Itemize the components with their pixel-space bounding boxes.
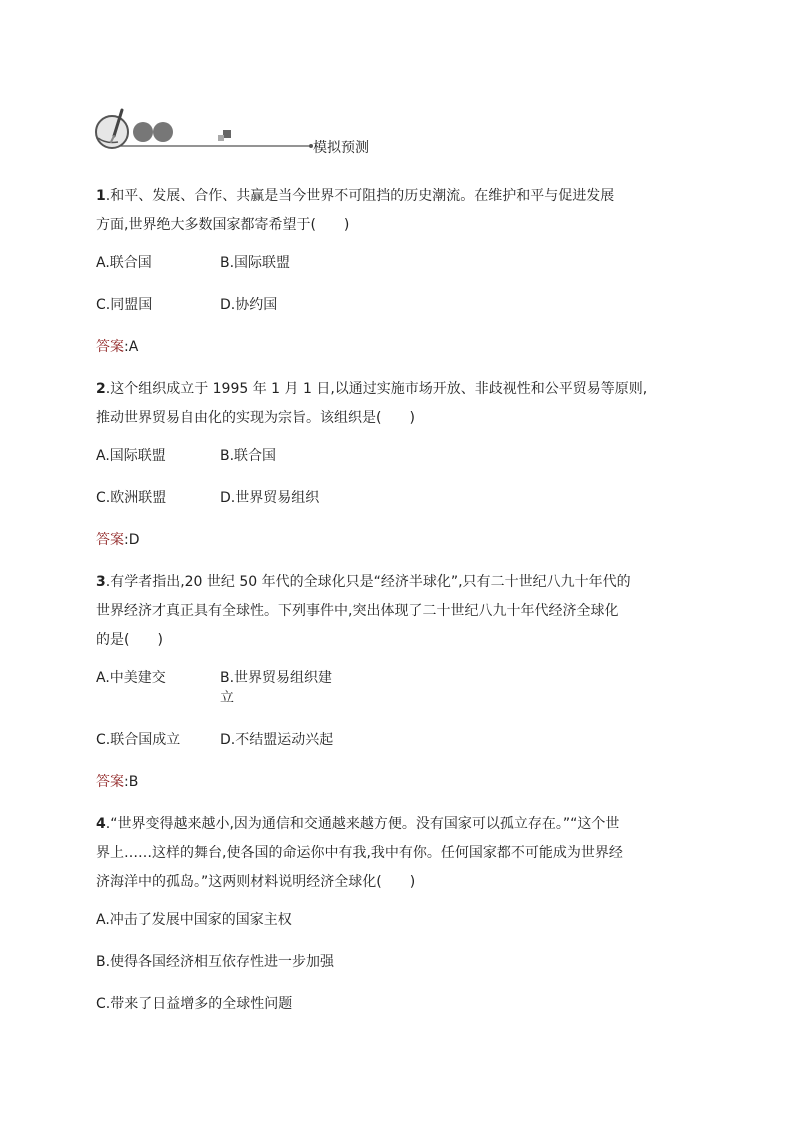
- option-a: A.中美建交: [96, 670, 166, 686]
- question-line: 界上……这样的舞台,使各国的命运你中有我,我中有你。任何国家都不可能成为世界经: [96, 845, 623, 861]
- question-number: 1: [96, 188, 106, 204]
- answer-value: :D: [124, 532, 140, 548]
- small-square-icon: [223, 130, 231, 138]
- option-row: [96, 488, 706, 508]
- question-number: 2: [96, 381, 106, 397]
- answer-label: 答案: [96, 532, 124, 548]
- option-b: B.使得各国经济相互依存性进一步加强: [96, 954, 335, 970]
- answer-value: :B: [124, 774, 139, 790]
- header-dot-icon: [133, 122, 153, 142]
- question-stem: 2.这个组织成立于 1995 年 1 月 1 日,以通过实施市场开放、非歧视性和公平贸易等原则, 推动世界贸易自由化的实现为宗旨。该组织是( ): [96, 381, 648, 426]
- option-b: B.世界贸易组织建立: [220, 670, 333, 706]
- option-b: B.联合国: [220, 448, 277, 464]
- answer: [96, 530, 706, 550]
- answer: [96, 772, 706, 792]
- option-b: B.国际联盟: [220, 255, 291, 271]
- question-line: 推动世界贸易自由化的实现为宗旨。该组织是( ): [96, 410, 415, 426]
- option-row: [96, 295, 706, 315]
- question-stem: 1.和平、发展、合作、共赢是当今世界不可阻挡的历史潮流。在维护和平与促进发展 方面,世界绝大多数国家都寄希望于( ): [96, 188, 615, 233]
- option-row: [96, 668, 706, 708]
- option-c: C.欧洲联盟: [96, 490, 167, 506]
- question-stem: 4.“世界变得越来越小,因为通信和交通越来越方便。没有国家可以孤立存在。”“这个世 界上……这样的舞台,使各国的命运你中有我,我中有你。任何国家都不可能成为世界经 济海洋中的孤岛。”这两则材料说明经济全球化( ): [96, 816, 623, 890]
- question-2: [96, 375, 706, 550]
- question-line: 和平、发展、合作、共赢是当今世界不可阻挡的历史潮流。在维护和平与促进发展: [110, 188, 615, 204]
- section-title: 模拟预测: [313, 140, 369, 156]
- question-stem: 3.有学者指出,20 世纪 50 年代的全球化只是“经济半球化”,只有二十世纪八九十年代的 世界经济才真正具有全球性。下列事件中,突出体现了二十世纪八九十年代经济全球化 的是( ): [96, 574, 631, 648]
- brush-logo-icon: [96, 110, 128, 148]
- small-square-icon: [218, 135, 224, 141]
- answer-value: :A: [124, 339, 139, 355]
- question-number: 4: [96, 816, 106, 832]
- question-line: 世界经济才真正具有全球性。下列事件中,突出体现了二十世纪八九十年代经济全球化: [96, 603, 619, 619]
- answer: [96, 337, 706, 357]
- question-1: [96, 182, 706, 357]
- option-row: [96, 730, 706, 750]
- question-line: 方面,世界绝大多数国家都寄希望于( ): [96, 217, 350, 233]
- question-line: 有学者指出,20 世纪 50 年代的全球化只是“经济半球化”,只有二十世纪八九十年代的: [110, 574, 631, 590]
- option-row: [96, 446, 706, 466]
- option-d: D.不结盟运动兴起: [220, 732, 334, 748]
- option-a: A.冲击了发展中国家的国家主权: [96, 912, 292, 928]
- option-c: C.同盟国: [96, 297, 153, 313]
- question-line: 的是( ): [96, 632, 163, 648]
- question-line: 济海洋中的孤岛。”这两则材料说明经济全球化( ): [96, 874, 416, 890]
- question-list: [96, 182, 706, 1028]
- option-a: A.国际联盟: [96, 448, 166, 464]
- header-dot-icon: [153, 122, 173, 142]
- question-3: [96, 568, 706, 792]
- option-d: D.协约国: [220, 297, 278, 313]
- question-line: “世界变得越来越小,因为通信和交通越来越方便。没有国家可以孤立存在。”“这个世: [110, 816, 620, 832]
- answer-label: 答案: [96, 339, 124, 355]
- option-c: C.联合国成立: [96, 732, 181, 748]
- option-a: A.联合国: [96, 255, 152, 271]
- option-c: C.带来了日益增多的全球性问题: [96, 996, 293, 1012]
- question-number: 3: [96, 574, 106, 590]
- answer-label: 答案: [96, 774, 124, 790]
- question-4: [96, 810, 706, 1014]
- question-line: 这个组织成立于 1995 年 1 月 1 日,以通过实施市场开放、非歧视性和公平贸易等原则,: [110, 381, 648, 397]
- option-d: D.世界贸易组织: [220, 490, 320, 506]
- option-row: [96, 253, 706, 273]
